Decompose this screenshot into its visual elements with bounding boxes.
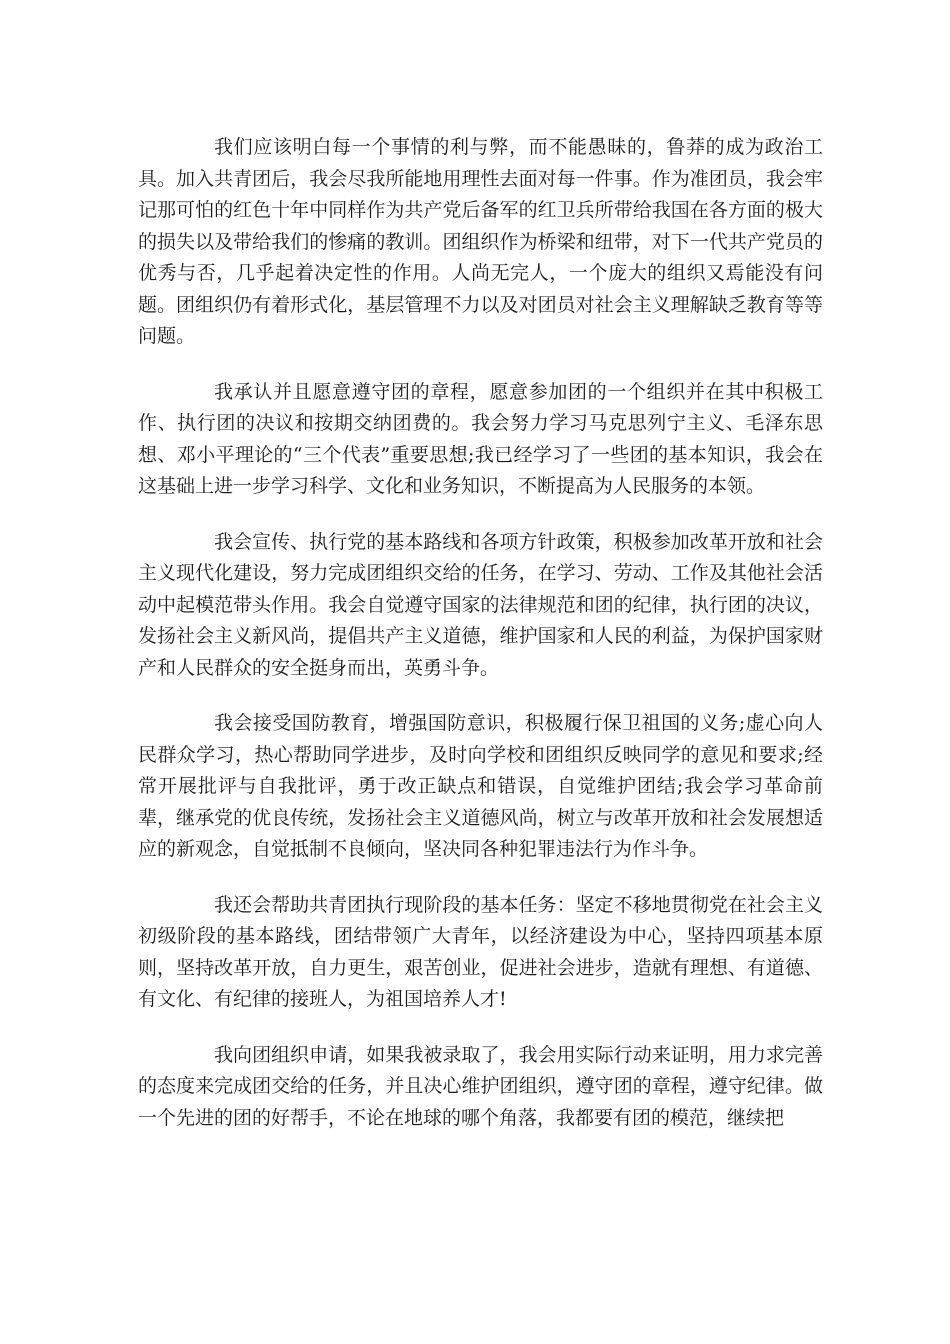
paragraph-1: 我们应该明白每一个事情的利与弊，而不能愚昧的，鲁莽的成为政治工具。加入共青团后，我会尽我所能地用理性去面对每一件事。作为准团员，我会牢记那可怕的红色十年中同样作为共产党后备军的红卫兵所带给我国在各方面的极大的损失以及带给我们的惨痛的教训。团组织作为桥梁和纽带，对下一代共产党员的优秀与否，几乎起着决定性的作用。人尚无完人，一个庞大的组织又焉能没有问题。团组织仍有着形式化，基层管理不力以及对团员对社会主义理解缺乏教育等等问题。 [138,136,823,347]
paragraph-4: 我会接受国防教育，增强国防意识，积极履行保卫祖国的义务;虚心向人民群众学习，热心帮助同学进步，及时向学校和团组织反映同学的意见和要求;经常开展批评与自我批评，勇于改正缺点和错误，自觉维护团结;我会学习革命前辈，继承党的优良传统，发扬社会主义道德风尚，树立与改革开放和社会发展想适应的新观念，自觉抵制不良倾向，坚决同各种犯罪违法行为作斗争。 [138,712,823,860]
paragraph-6: 我向团组织申请，如果我被录取了，我会用实际行动来证明，用力求完善的态度来完成团交给的任务，并且决心维护团组织，遵守团的章程，遵守纪律。做一个先进的团的好帮手，不论在地球的哪个角落，我都要有团的模范，继续把 [138,1043,823,1129]
paragraph-5: 我还会帮助共青团执行现阶段的基本任务：坚定不移地贯彻党在社会主义初级阶段的基本路线，团结带领广大青年，以经济建设为中心，坚持四项基本原则，坚持改革开放，自力更生，艰苦创业，促进社会进步，造就有理想、有道德、有文化、有纪律的接班人，为祖国培养人才! [138,893,823,1010]
document-body [138,132,823,1158]
paragraph-3: 我会宣传、执行党的基本路线和各项方针政策，积极参加改革开放和社会主义现代化建设，努力完成团组织交给的任务，在学习、劳动、工作及其他社会活动中起模范带头作用。我会自觉遵守国家的法律规范和团的纪律，执行团的决议，发扬社会主义新风尚，提倡共产主义道德，维护国家和人民的利益，为保护国家财产和人民群众的安全挺身而出，英勇斗争。 [138,530,823,679]
paragraph-2: 我承认并且愿意遵守团的章程，愿意参加团的一个组织并在其中积极工作、执行团的决议和按期交纳团费的。我会努力学习马克思列宁主义、毛泽东思想、邓小平理论的“三个代表”重要思想;我已经学习了一些团的基本知识，我会在这基础上进一步学习科学、文化和业务知识，不断提高为人民服务的本领。 [138,380,823,497]
